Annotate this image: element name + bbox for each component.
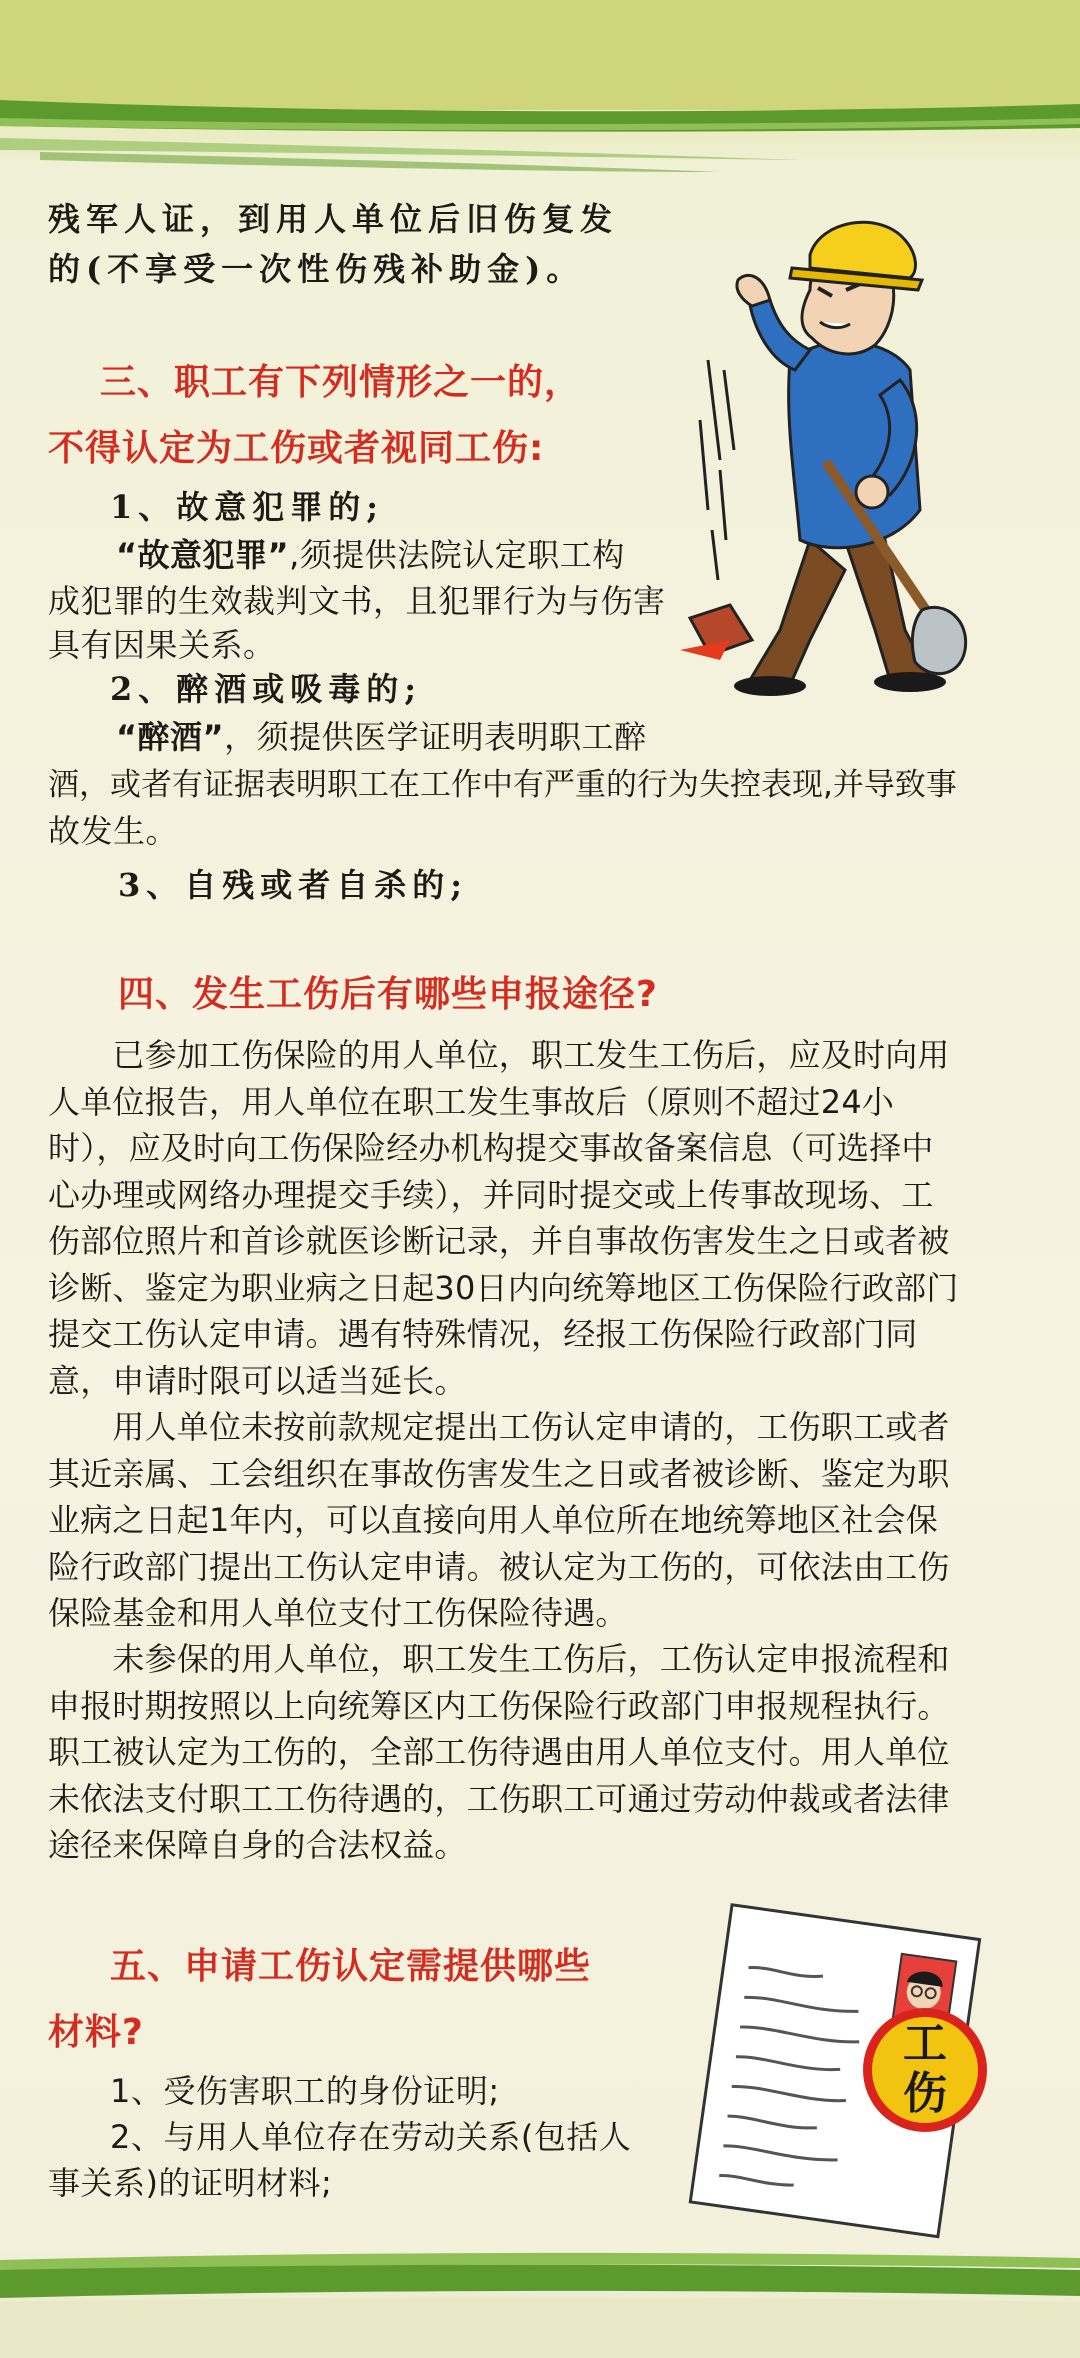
- section5-heading-line-1: 五、申请工伤认定需提供哪些: [110, 1946, 592, 1987]
- section3-item2-title: 2、醉酒或吸毒的;: [110, 670, 423, 708]
- item2-line-1-rest: ，须提供医学证明表明职工醉: [224, 718, 647, 756]
- item1-line-1-rest: ,须提供法院认定职工构: [289, 536, 625, 574]
- section3-item1-line-1: [116, 532, 625, 579]
- worker-illustration: [660, 210, 990, 710]
- section3-heading-line-2: 不得认定为工伤或者视同工伤:: [48, 428, 545, 469]
- section4-para-2: [48, 1404, 1018, 1637]
- para3-line: 途径来保障自身的合法权益。: [48, 1826, 467, 1864]
- para2-line: 用人单位未按前款规定提出工伤认定申请的，工伤职工或者: [48, 1408, 950, 1446]
- para2-line: 险行政部门提出工伤认定申请。被认定为工伤的，可依法由工伤: [48, 1547, 950, 1586]
- para3-line: 未依法支付职工工伤待遇的，工伤职工可通过劳动仲裁或者法律: [48, 1779, 950, 1818]
- para3-line: 申报时期按照以上向统筹区内工伤保险行政部门申报规程执行。: [48, 1686, 950, 1725]
- para3-line: 职工被认定为工伤的，全部工伤待遇由用人单位支付。用人单位: [48, 1733, 950, 1771]
- helmet-icon: [790, 222, 922, 290]
- para1-line: 意，申请时限可以适当延长。: [48, 1361, 467, 1400]
- badge-char-1: 工: [903, 2018, 947, 2069]
- intro-line-1: 残军人证，到用人单位后旧伤复发: [48, 200, 619, 238]
- section4-para-3: [48, 1636, 1018, 1869]
- para1-line: 诊断、鉴定为职业病之日起30日内向统筹地区工伤保险行政部门: [48, 1268, 959, 1307]
- section5-heading-line-2: 材料?: [48, 2012, 144, 2053]
- section3-item1-title: 1、故意犯罪的;: [110, 488, 385, 526]
- para1-line: 提交工伤认定申请。遇有特殊情况，经报工伤保险行政部门同: [48, 1315, 918, 1353]
- section3-item2-line-1: [116, 714, 647, 761]
- para1-line: 心办理或网络办理提交手续），并同时提交或上传事故现场、工: [48, 1175, 934, 1214]
- section3-item2-line-3: 故发生。: [48, 812, 179, 850]
- section3-item3-title: 3、自残或者自杀的;: [118, 866, 469, 904]
- para1-line: 人单位报告，用人单位在职工发生事故后（原则不超过24小: [48, 1082, 895, 1121]
- para1-line: 时），应及时向工伤保险经办机构提交事故备案信息（可选择中: [48, 1129, 934, 1167]
- section5-item-1: 1、受伤害职工的身份证明;: [110, 2072, 500, 2110]
- para1-line: 已参加工伤保险的用人单位，职工发生工伤后，应及时向用: [48, 1036, 950, 1074]
- item1-term: “故意犯罪”: [116, 536, 290, 574]
- brick-icon: [680, 605, 752, 660]
- para2-line: 其近亲属、工会组织在事故伤害发生之日或者被诊断、鉴定为职: [48, 1454, 950, 1493]
- badge-char-2: 伤: [903, 2068, 947, 2119]
- para3-line: 未参保的用人单位，职工发生工伤后，工伤认定申报流程和: [48, 1640, 950, 1678]
- section3-item1-line-2: 成犯罪的生效裁判文书，且犯罪行为与伤害: [48, 582, 666, 620]
- top-decorative-band: [0, 0, 1080, 200]
- section5-item-2-line-1: 2、与用人单位存在劳动关系(包括人: [110, 2118, 632, 2156]
- document-illustration: [650, 1900, 1010, 2240]
- para2-line: 业病之日起1年内，可以直接向用人单位所在地统筹地区社会保: [48, 1501, 938, 1539]
- para1-line: 伤部位照片和首诊就医诊断记录，并自事故伤害发生之日或者被: [48, 1222, 950, 1260]
- item2-term: “醉酒”: [116, 718, 225, 756]
- motion-lines: [700, 360, 734, 580]
- section4-heading: 四、发生工伤后有哪些申报途径?: [118, 974, 658, 1015]
- section3-item1-line-3: 具有因果关系。: [48, 626, 276, 664]
- section3-heading-line-1: 三、职工有下列情形之一的，: [100, 362, 582, 403]
- para2-line: 保险基金和用人单位支付工伤保险待遇。: [48, 1594, 628, 1632]
- section4-para-1: [48, 1032, 1018, 1404]
- intro-line-2: 的(不享受一次性伤残补助金)。: [48, 250, 585, 288]
- gongshang-badge: [863, 2008, 987, 2132]
- bottom-decorative-band: [0, 2240, 1080, 2358]
- section3-item2-line-2: 酒，或者有证据表明职工在工作中有严重的行为失控表现,并导致事: [48, 767, 957, 803]
- section5-item-2-line-2: 事关系)的证明材料;: [48, 2164, 333, 2202]
